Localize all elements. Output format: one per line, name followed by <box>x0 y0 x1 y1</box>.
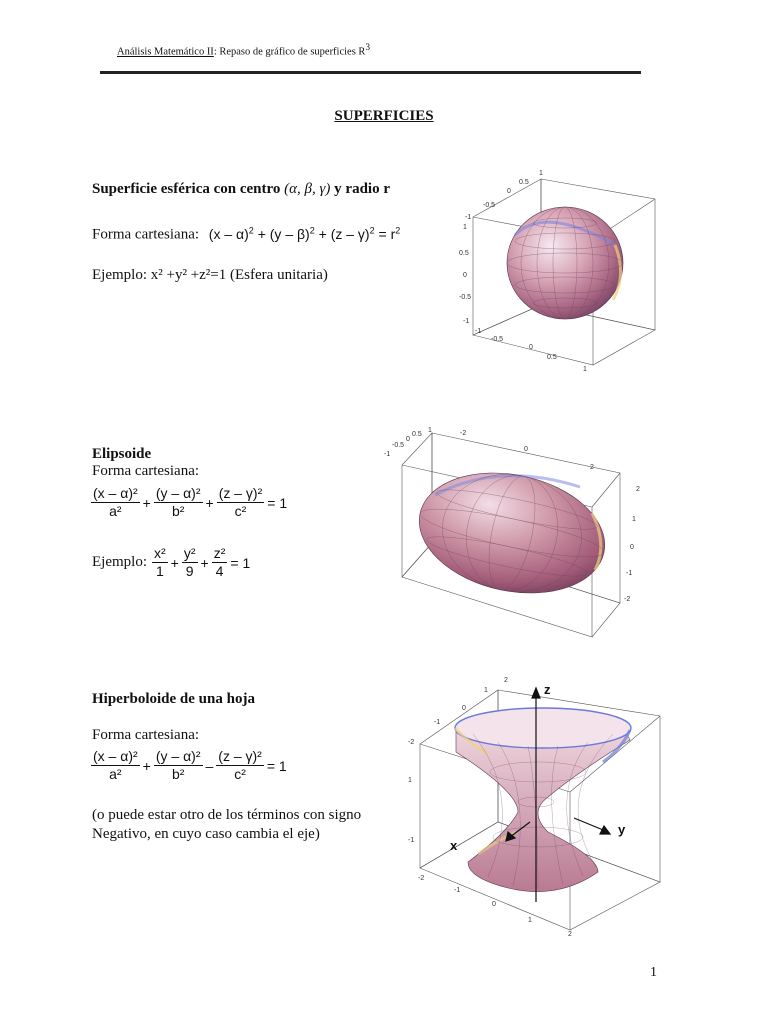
ellipsoid-tick: 0 <box>524 446 528 453</box>
sphere-tick: -0.5 <box>483 202 496 209</box>
page-number: 1 <box>650 965 657 980</box>
hyperboloid-heading: Hiperboloide de una hoja <box>92 691 255 707</box>
sphere-example: Ejemplo: x² +y² +z²=1 (Esfera unitaria) <box>92 267 328 283</box>
ellipsoid-tick: -2 <box>624 596 631 603</box>
sphere-tick: 1 <box>583 366 587 373</box>
hyperboloid-tick: -2 <box>408 739 415 746</box>
ellipsoid-tick: 1 <box>428 427 432 434</box>
ellipsoid-tick: 0 <box>406 436 410 443</box>
ellipsoid-tick: 0 <box>630 544 634 551</box>
hyperboloid-tick: 0 <box>462 705 466 712</box>
hyperboloid-formula: $\frac{\text{(x – α)²}}{\text{a²}}$ + $\frac{\text{(y – α)²}}{\text{b²}}$ – $\frac{\text{(z – γ)²}}{\text{c²}}$ = 1 <box>93 748 287 782</box>
sphere-params: (α, β, γ) <box>284 181 331 197</box>
header-rule <box>100 71 641 74</box>
axis-x-label: x <box>450 838 458 853</box>
hyperboloid-tick: -1 <box>434 719 441 726</box>
course-name: Análisis Matemático II <box>117 46 214 58</box>
hyperboloid-tick: -1 <box>408 837 415 844</box>
ellipsoid-heading: Elipsoide <box>92 446 152 462</box>
hyperboloid-tick: 1 <box>528 917 532 924</box>
hyperboloid-note-2: Negativo, en cuyo caso cambia el eje) <box>92 826 320 842</box>
sphere-cartesian <box>92 225 400 244</box>
sphere-tick: -1 <box>463 318 470 325</box>
ellipsoid-plot <box>380 425 645 645</box>
axis-y-label: y <box>618 822 626 837</box>
header-sup: 3 <box>365 42 370 52</box>
sphere-tick: 0.5 <box>519 179 529 186</box>
sphere-surface <box>507 207 623 319</box>
ellipsoid-formula: $\frac{\text{(x – α)²}}{\text{a²}}$ + $\frac{\text{(y – α)²}}{\text{b²}}$ + $\frac{\text{(z – γ)²}}{\text{c²}}$ = 1 <box>93 485 288 519</box>
page-title: SUPERFICIES <box>334 108 434 124</box>
ellipsoid-tick: -2 <box>460 430 467 437</box>
sphere-cart-label: Forma cartesiana: <box>92 226 200 243</box>
hyperboloid-tick: 0 <box>492 901 496 908</box>
sphere-tick: 1 <box>463 224 467 231</box>
hyperboloid-tick: 1 <box>484 687 488 694</box>
hyperboloid-tick: 2 <box>568 931 572 938</box>
sphere-plot <box>455 165 665 375</box>
ellipsoid-tick: 0.5 <box>412 431 422 438</box>
sphere-tick: 0 <box>529 344 533 351</box>
ellipsoid-tick: -1 <box>626 570 633 577</box>
ellipsoid-tick: -1 <box>384 451 391 458</box>
ellipsoid-surface <box>408 457 616 610</box>
ellipsoid-tick: 1 <box>632 516 636 523</box>
sphere-formula: $(x - \alpha)^2 + (y - \beta)^2 + (z - \gamma)^2 = r^2$ <box>208 225 401 242</box>
page-header <box>117 42 370 58</box>
sphere-tick: 0.5 <box>459 250 469 257</box>
sphere-tick: 0 <box>463 272 467 279</box>
sphere-tick: 0.5 <box>547 354 557 361</box>
ellipsoid-tick: 2 <box>590 464 594 471</box>
hyperboloid-surface <box>455 708 631 892</box>
sphere-heading: Superficie esférica con centro (α, β, γ) y radio r <box>92 181 390 197</box>
header-topic: : Repaso de gráfico de superficies R <box>213 46 366 58</box>
hyperboloid-cart-label: Forma cartesiana: <box>92 727 200 743</box>
ellipsoid-example: Ejemplo: $\frac{\text{x²}}{1}$ + $\frac{\text{y²}}{9}$ + $\frac{\text{z²}}{4}$ = 1 <box>92 545 251 579</box>
sphere-tick: -1 <box>465 214 472 221</box>
hyperboloid-tick: 1 <box>408 777 412 784</box>
ellipsoid-cart-label: Forma cartesiana: <box>92 463 200 479</box>
hyperboloid-tick: -1 <box>454 887 461 894</box>
sphere-tick: -0.5 <box>459 294 472 301</box>
ellipsoid-tick: -0.5 <box>392 442 405 449</box>
sphere-tick: -0.5 <box>491 336 504 343</box>
sphere-tick: -1 <box>475 328 482 335</box>
hyperboloid-tick: 2 <box>504 677 508 684</box>
hyperboloid-tick: -2 <box>418 875 425 882</box>
sphere-tick: 0 <box>507 188 511 195</box>
axis-z-label: z <box>544 682 551 697</box>
ellipsoid-tick: 2 <box>636 486 640 493</box>
hyperboloid-note-1: (o puede estar otro de los términos con signo <box>92 807 362 823</box>
hyperboloid-plot <box>398 672 668 942</box>
sphere-tick: 1 <box>539 170 543 177</box>
